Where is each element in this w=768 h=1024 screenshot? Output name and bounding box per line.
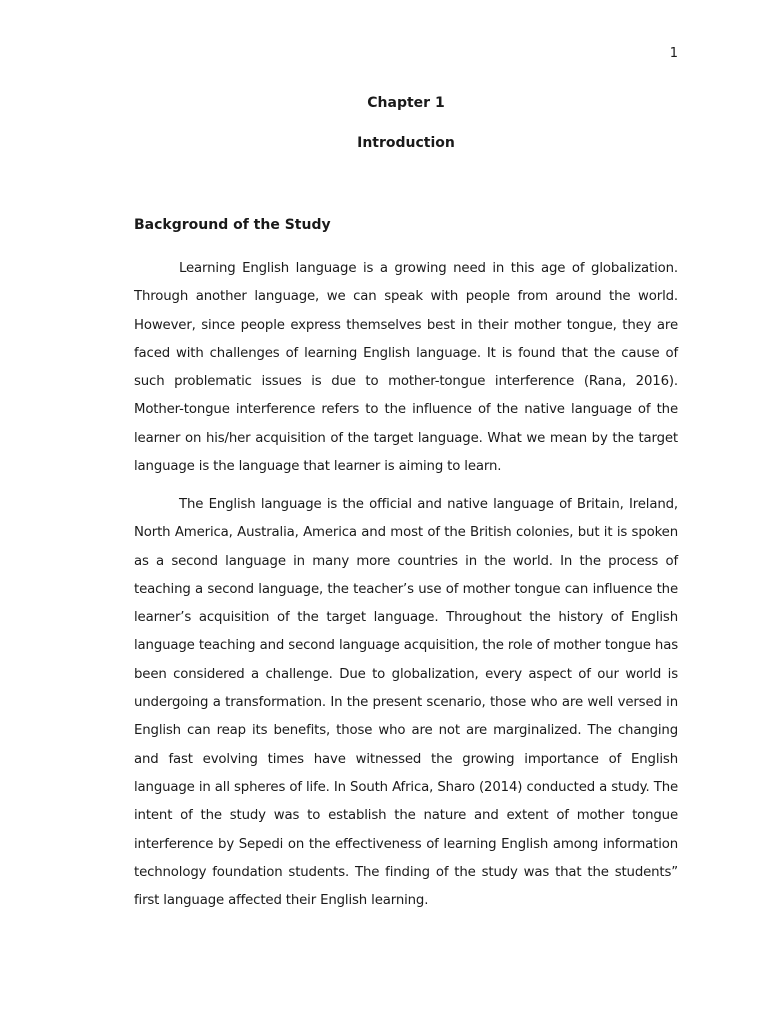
body-paragraph: The English language is the official and native language of Britain, Ireland, North America, Australia, America and most of the British colonies, but it is spoken as a second language in many more countries in the world. In the process of teaching a second language, the teacher’s use of mother tongue can influence the learner’s acquisition of the target language. Throughout the history of English language teaching and second language acquisition, the role of mother tongue has been considered a challenge. Due to globalization, every aspect of our world is undergoing a transformation. In the present scenario, those who are well versed in English can reap its benefits, those who are not are marginalized. The changing and fast evolving times have witnessed the growing importance of English language in all spheres of life. In South Africa, Sharo (2014) conducted a study. The intent of the study was to establish the nature and extent of mother tongue interference by Sepedi on the effectiveness of learning English among information technology foundation students. The finding of the study was that the students” first language affected their English learning. [134, 497, 678, 909]
chapter-label: Chapter 1 [367, 95, 445, 111]
section-heading: Background of the Study [134, 217, 331, 233]
body-paragraph-2-block [134, 491, 678, 915]
chapter-title: Introduction [357, 135, 455, 151]
body-paragraph: Learning English language is a growing need in this age of globalization. Through another language, we can speak with people from around the world. However, since people express themselves best in their mother tongue, they are faced with challenges of learning English language. It is found that the cause of such problematic issues is due to mother-tongue interference (Rana, 2016). Mother-tongue interference refers to the influence of the native language of the learner on his/her acquisition of the target language. What we mean by the target language is the language that learner is aiming to learn. [134, 261, 678, 475]
body-paragraph-1-block [134, 255, 678, 481]
page-number: 1 [669, 46, 678, 61]
